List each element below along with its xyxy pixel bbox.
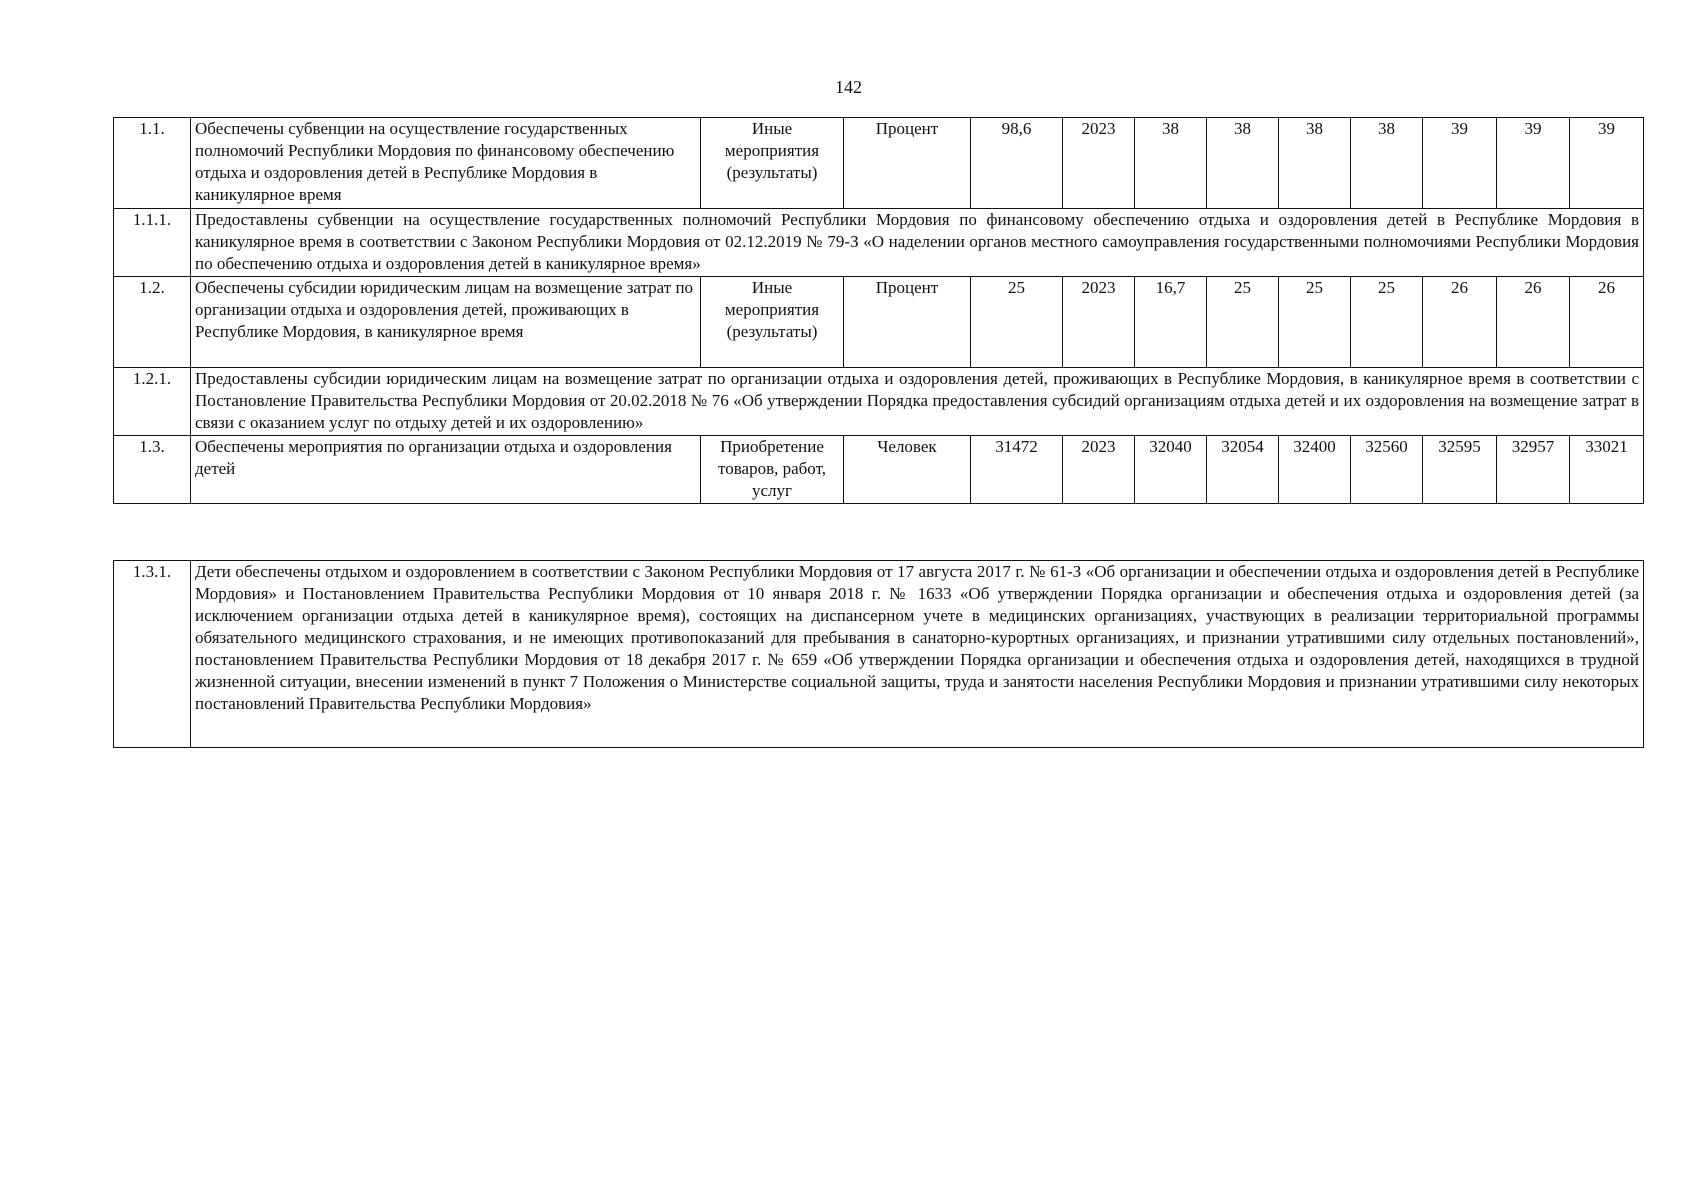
row-number: 1.1.1.	[114, 209, 191, 277]
result-description: Обеспечены субсидии юридическим лицам на возмещение затрат по организации отдыха и оздоровления детей, проживающих в Республике Мордовия, в каникулярное время	[191, 277, 701, 368]
base-year: 2023	[1063, 436, 1135, 504]
page-number: 142	[835, 77, 862, 97]
year-value: 25	[1279, 277, 1351, 368]
activity-text: Дети обеспечены отдыхом и оздоровлением в соответствии с Законом Республики Мордовия от 17 августа 2017 г. № 61-З «Об организации и обеспечении отдыха и оздоровления детей в Республике Мордовия» и Постановлением Правительства Республики Мордовия от 10 января 2018 г. № 1633 «Об утверждении Порядка организации и обеспечения отдыха и оздоровления детей (за исключением организации отдыха детей в каникулярное время), состоящих на диспансерном учете в медицинских организациях, участвующих в реализации территориальной программы обязательного медицинского страхования, и не имеющих противопоказаний для пребывания в санаторно-курортных организациях, и признании утратившими силу отдельных постановлений», постановлением Правительства Республики Мордовия от 18 декабря 2017 г. № 659 «Об утверждении Порядка организации и обеспечения отдыха и оздоровления детей, находящихся в трудной жизненной ситуации, внесении изменений в пункт 7 Положения о Министерстве социальной защиты, труда и занятости населения Республики Мордовия и признании утратившими силу некоторых постановлений Правительства Республики Мордовия»	[191, 561, 1644, 748]
year-value: 39	[1497, 118, 1570, 209]
unit-of-measure: Человек	[844, 436, 971, 504]
result-type: Иные мероприятия (результаты)	[701, 277, 844, 368]
year-value: 26	[1570, 277, 1644, 368]
base-value: 25	[971, 277, 1063, 368]
base-value: 31472	[971, 436, 1063, 504]
year-value: 33021	[1570, 436, 1644, 504]
table-row	[114, 209, 1644, 277]
activity-text: Предоставлены субсидии юридическим лицам на возмещение затрат по организации отдыха и оздоровления детей, проживающих в Республике Мордовия, в каникулярное время в соответствии с Постановление Правительства Республики Мордовия от 20.02.2018 № 76 «Об утверждении Порядка предоставления субсидий организациям отдыха детей и их оздоровления на возмещение затрат в связи с оказанием услуг по отдыху детей и их оздоровлению»	[191, 368, 1644, 436]
table-row	[114, 277, 1644, 368]
year-value: 25	[1351, 277, 1423, 368]
year-value: 39	[1423, 118, 1497, 209]
results-table	[113, 117, 1644, 504]
row-number: 1.2.1.	[114, 368, 191, 436]
year-value: 32054	[1207, 436, 1279, 504]
year-value: 25	[1207, 277, 1279, 368]
activity-text: Предоставлены субвенции на осуществление государственных полномочий Республики Мордовия по финансовому обеспечению отдыха и оздоровления детей в Республике Мордовия в каникулярное время в соответствии с Законом Республики Мордовия от 02.12.2019 № 79-З «О наделении органов местного самоуправления государственными полномочиями Республики Мордовия по обеспечению отдыха и оздоровления детей в каникулярное время»	[191, 209, 1644, 277]
row-number: 1.3.	[114, 436, 191, 504]
year-value: 26	[1423, 277, 1497, 368]
year-value: 39	[1570, 118, 1644, 209]
year-value: 38	[1279, 118, 1351, 209]
result-type: Иные мероприятия (результаты)	[701, 118, 844, 209]
year-value: 32595	[1423, 436, 1497, 504]
table-row	[114, 368, 1644, 436]
unit-of-measure: Процент	[844, 118, 971, 209]
row-number: 1.3.1.	[114, 561, 191, 748]
base-year: 2023	[1063, 118, 1135, 209]
year-value: 38	[1351, 118, 1423, 209]
year-value: 32040	[1135, 436, 1207, 504]
base-value: 98,6	[971, 118, 1063, 209]
year-value: 26	[1497, 277, 1570, 368]
base-year: 2023	[1063, 277, 1135, 368]
year-value: 38	[1207, 118, 1279, 209]
unit-of-measure: Процент	[844, 277, 971, 368]
table-row	[114, 436, 1644, 504]
year-value: 32957	[1497, 436, 1570, 504]
year-value: 32560	[1351, 436, 1423, 504]
year-value: 16,7	[1135, 277, 1207, 368]
table-row	[114, 561, 1644, 748]
result-type: Приобретение товаров, работ, услуг	[701, 436, 844, 504]
year-value: 32400	[1279, 436, 1351, 504]
result-description: Обеспечены мероприятия по организации отдыха и оздоровления детей	[191, 436, 701, 504]
row-number: 1.1.	[114, 118, 191, 209]
table-row	[114, 118, 1644, 209]
activities-table	[113, 560, 1644, 748]
row-number: 1.2.	[114, 277, 191, 368]
year-value: 38	[1135, 118, 1207, 209]
result-description: Обеспечены субвенции на осуществление государственных полномочий Республики Мордовия по финансовому обеспечению отдыха и оздоровления детей в Республике Мордовия в каникулярное время	[191, 118, 701, 209]
